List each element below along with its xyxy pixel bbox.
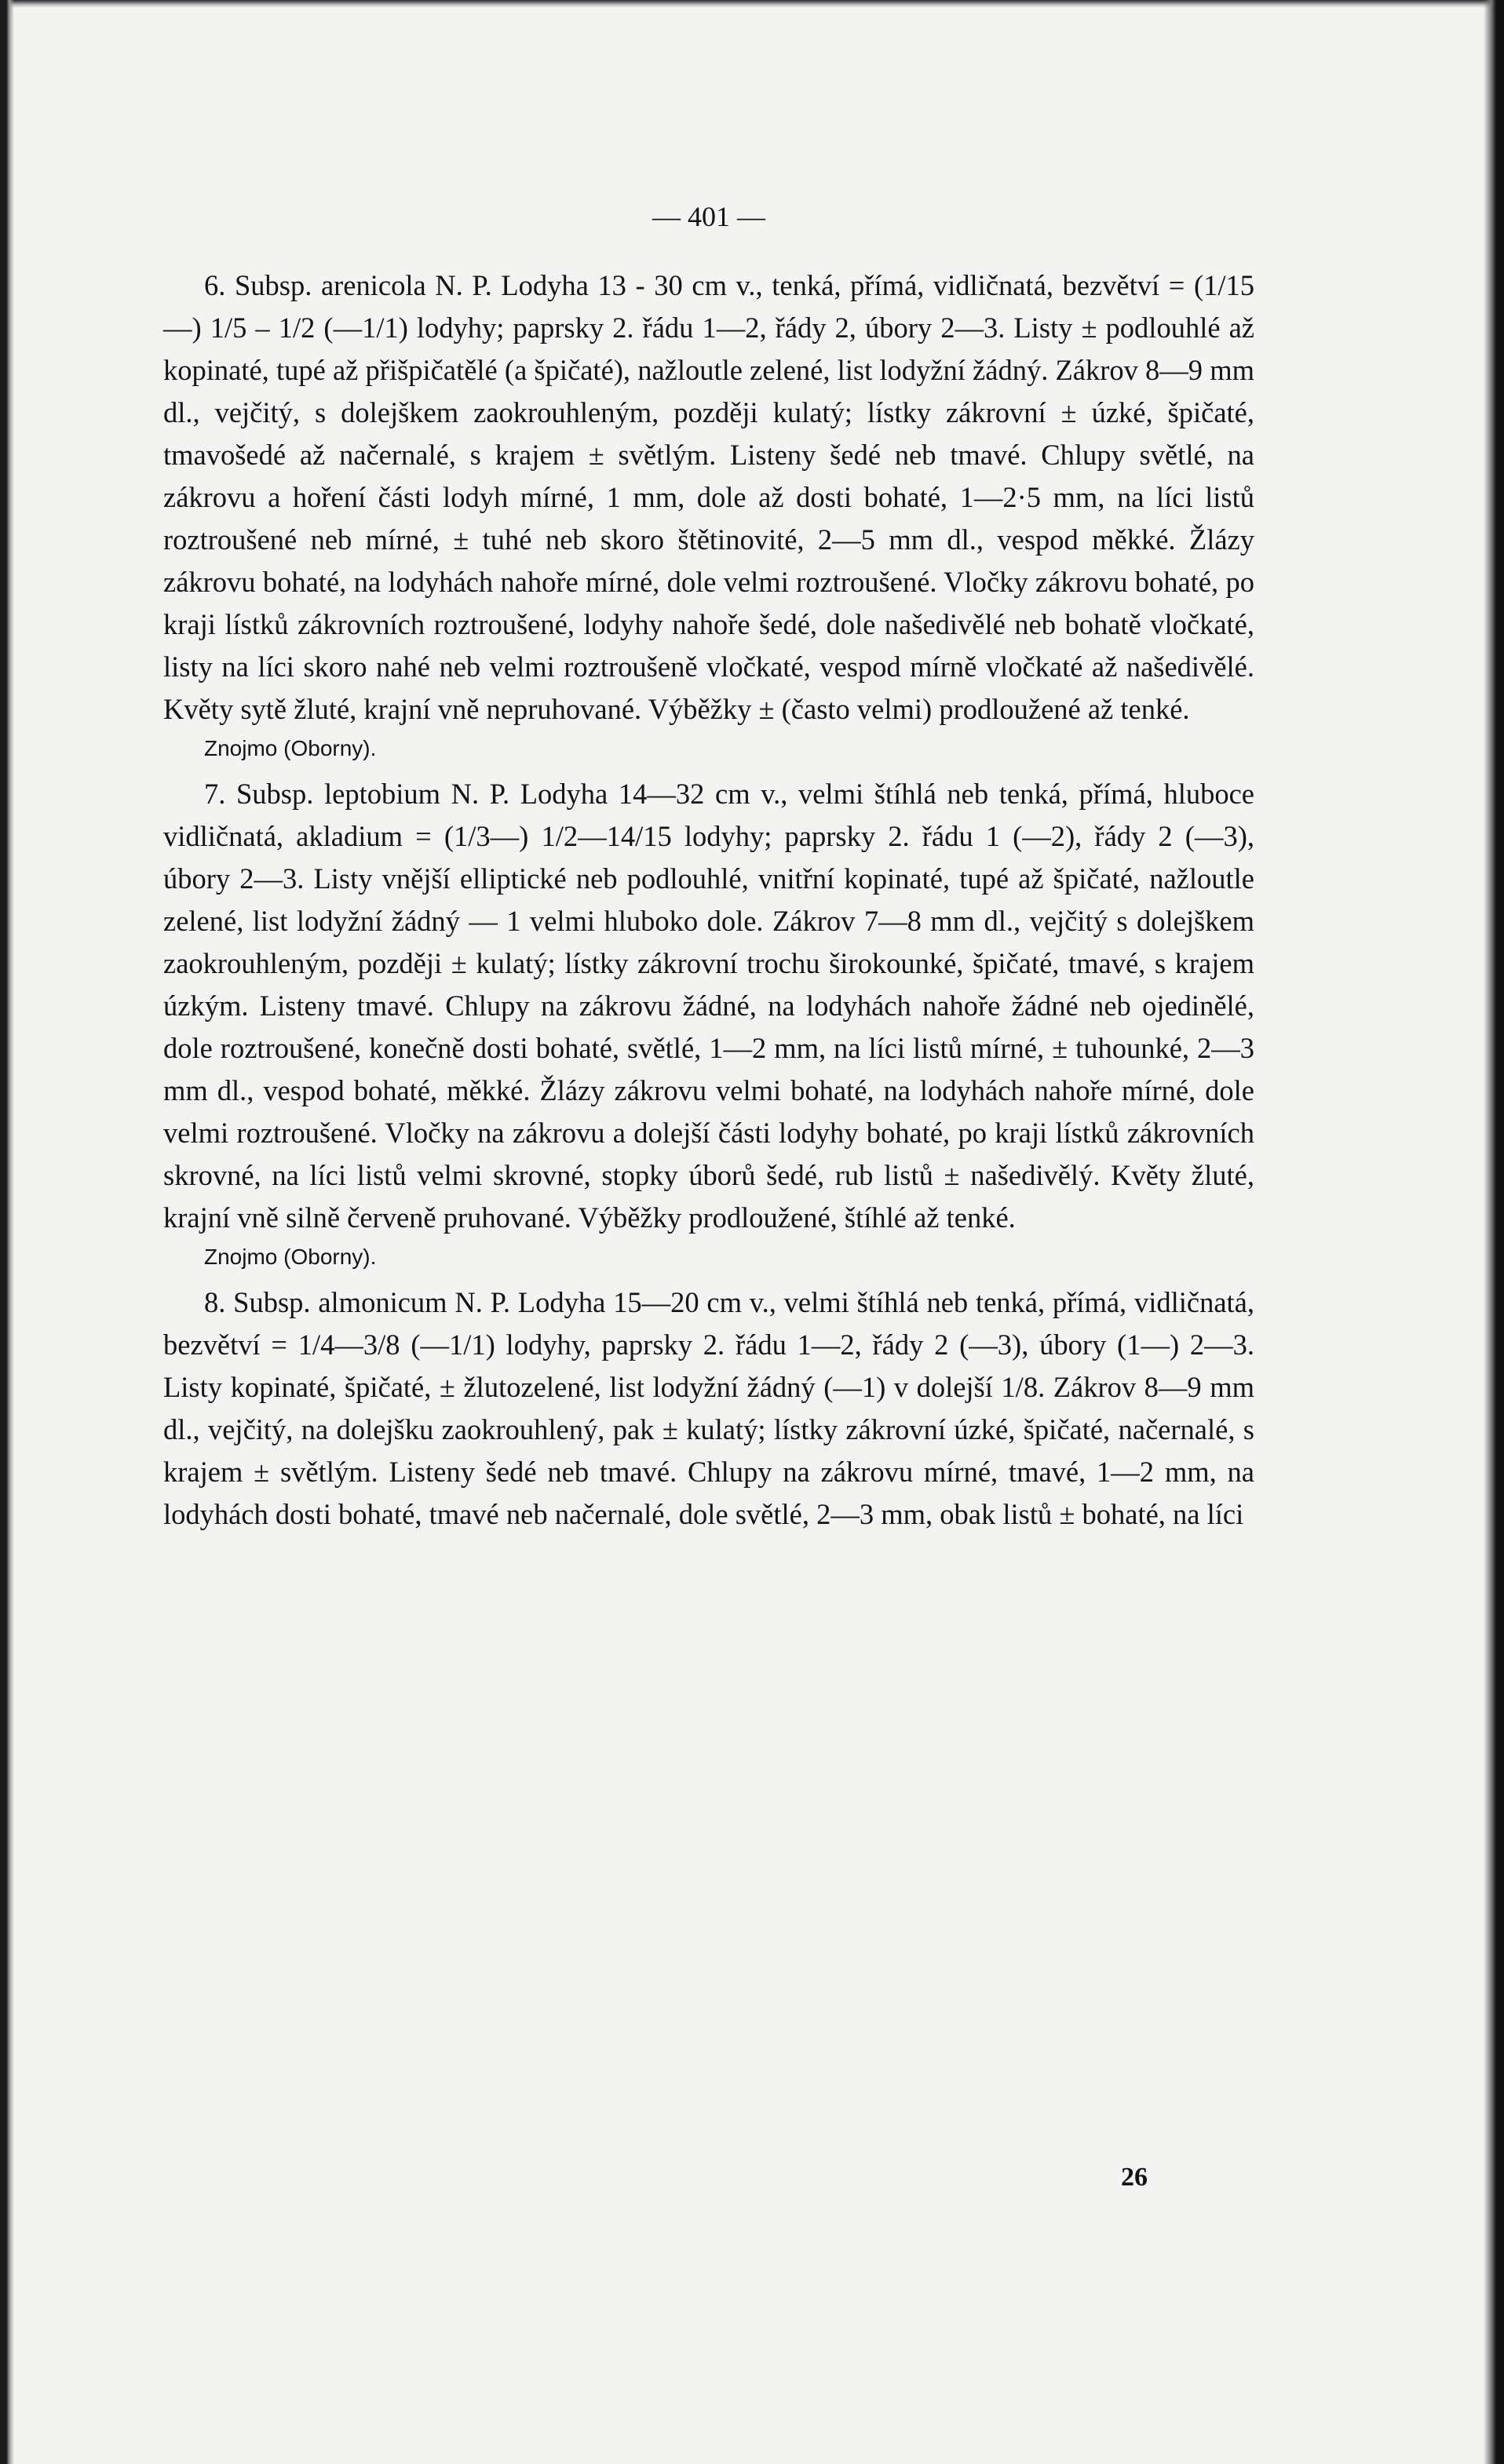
page-number: — 401 — — [652, 201, 765, 232]
entry-text: 7. Subsp. leptobium N. P. Lodyha 14—32 cm v., velmi štíhlá neb tenká, přímá, hluboce vidličnatá, akladium = (1/3—) 1/2—14/15 lodyhy; paprsky 2. řádu 1 (—2), řády 2 (—3), úbory 2—3. Listy vnější elliptické neb podlouhlé, vnitřní kopinaté, tupé až špičaté, nažloutle zelené, list lodyžní žádný — 1 velmi hluboko dole. Zákrov 7—8 mm dl., vejčitý s dolejškem zaokrouhleným, později ± kulatý; lístky zákrovní trochu širokounké, špičaté, tmavé, s krajem úzkým. Listeny tmavé. Chlupy na zákrovu žádné, na lodyhách nahoře žádné neb ojedinělé, dole roztroušené, konečně dosti bohaté, světlé, 1—2 mm, na líci listů mírné, ± tuhounké, 2—3 mm dl., vespod bohaté, měkké. Žlázy zákrovu velmi bohaté, na lodyhách nahoře mírné, dole velmi roztroušené. Vločky na zákrovu a dolejší části lodyhy bohaté, po kraji lístků zákrovních skrovné, na líci listů velmi skrovné, stopky úborů šedé, rub listů ± našedivělý. Květy žluté, krajní vně silně červeně pruhované. Výběžky prodloužené, štíhlé až tenké. — [163, 778, 1254, 1234]
entry-text: 6. Subsp. arenicola N. P. Lodyha 13 - 30 cm v., tenká, přímá, vidličnatá, bezvětví = (1/15—) 1/5 – 1/2 (—1/1) lodyhy; paprsky 2. řádu 1—2, řády 2, úbory 2—3. Listy ± podlouhlé až kopinaté, tupé až přišpičatělé (a špičaté), nažloutle zelené, list lodyžní žádný. Zákrov 8—9 mm dl., vejčitý, s dolejškem zaokrouhleným, později kulatý; lístky zákrovní ± úzké, špičaté, tmavošedé až načernalé, s krajem ± světlým. Listeny šedé neb tmavé. Chlupy světlé, na zákrovu a hoření části lodyh mírné, 1 mm, dole až dosti bohaté, 1—2·5 mm, na líci listů roztroušené neb mírné, ± tuhé neb skoro štětinovité, 2—5 mm dl., vespod měkké. Žlázy zákrovu bohaté, na lodyhách nahoře mírné, dole velmi roztroušené. Vločky zákrovu bohaté, po kraji lístků zákrovních roztroušené, lodyhy nahoře šedé, dole našedivělé neb bohatě vločkaté, listy na líci skoro nahé neb velmi roztroušeně vločkaté, vespod mírně vločkaté až našedivělé. Květy sytě žluté, krajní vně nepruhované. Výběžky ± (často velmi) prodloužené až tenké. — [163, 269, 1254, 725]
book-page — [163, 200, 1254, 1536]
entry-locality: Znojmo (Oborny). — [204, 1245, 377, 1269]
signature-mark: 26 — [1121, 2163, 1148, 2192]
subspecies-entry-almonicum — [163, 1281, 1254, 1536]
subspecies-entry-leptobium — [163, 773, 1254, 1275]
subspecies-entry-arenicola — [163, 264, 1254, 767]
entry-locality: Znojmo (Oborny). — [204, 736, 377, 760]
scan-top-edge — [0, 0, 1504, 8]
scan-right-edge — [1484, 0, 1504, 2464]
scan-left-edge — [0, 0, 14, 2464]
entry-text: 8. Subsp. almonicum N. P. Lodyha 15—20 cm v., velmi štíhlá neb tenká, přímá, vidličnatá, bezvětví = 1/4—3/8 (—1/1) lodyhy, paprsky 2. řádu 1—2, řády 2 (—3), úbory (1—) 2—3. Listy kopinaté, špičaté, ± žlutozelené, list lodyžní žádný (—1) v dolejší 1/8. Zákrov 8—9 mm dl., vejčitý, na dolejšku zaokrouhlený, pak ± kulatý; lístky zákrovní úzké, špičaté, načernalé, s krajem ± světlým. Listeny šedé neb tmavé. Chlupy na zákrovu mírné, tmavé, 1—2 mm, na lodyhách dosti bohaté, tmavé neb načernalé, dole světlé, 2—3 mm, obak listů ± bohaté, na líci — [163, 1286, 1254, 1530]
